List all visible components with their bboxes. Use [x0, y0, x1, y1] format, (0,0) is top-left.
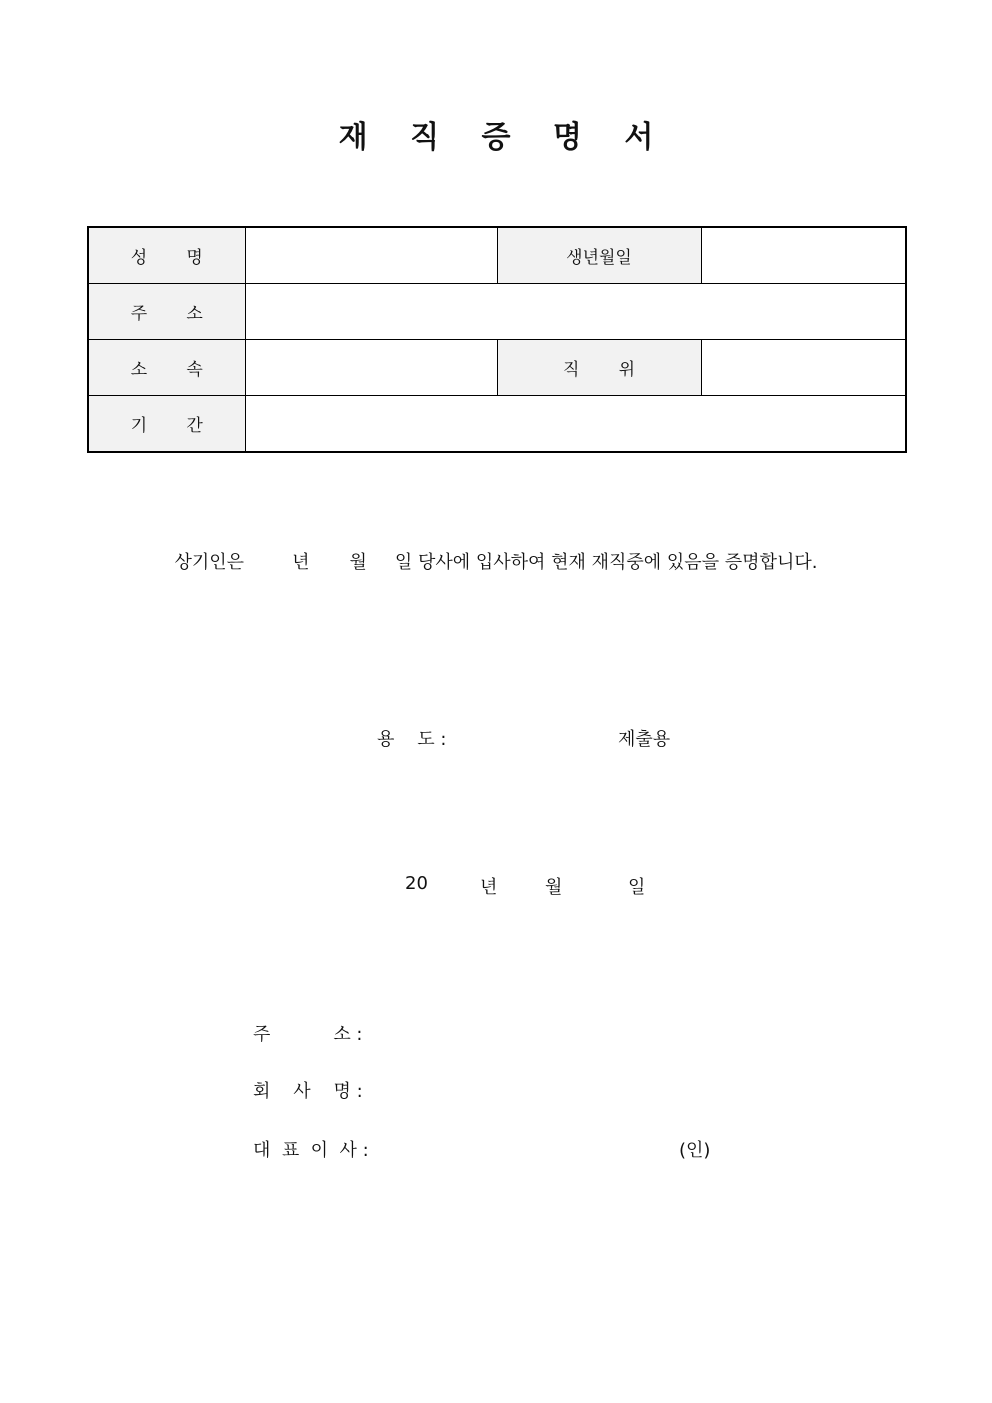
table-row — [88, 284, 906, 340]
employee-info-table — [87, 226, 907, 453]
purpose-label: 용 도 : — [377, 729, 447, 750]
period-label-cell — [88, 396, 245, 453]
issue-date-month: 월 — [545, 877, 563, 898]
name-label-char: 성 — [130, 248, 148, 268]
department-label-cell — [88, 340, 245, 396]
birth-value-cell[interactable] — [701, 227, 906, 284]
name-label-char: 명 — [186, 248, 203, 268]
address-label-cell — [88, 284, 245, 340]
position-label-char: 직 — [563, 360, 580, 380]
statement-part1: 상기인은 — [174, 552, 245, 573]
table-row — [88, 396, 906, 453]
birth-label-cell: 생년월일 — [497, 227, 701, 284]
company-ceo-label: 대 표 이 사 : — [253, 1140, 369, 1161]
department-value-cell[interactable] — [245, 340, 497, 396]
statement-day: 일 — [394, 552, 413, 573]
seal-mark: (인) — [679, 1140, 711, 1161]
document-title: 재 직 증 명 서 — [338, 120, 670, 155]
name-label-cell — [88, 227, 245, 284]
table-row — [88, 340, 906, 396]
position-value-cell[interactable] — [701, 340, 906, 396]
name-value-cell[interactable] — [245, 227, 497, 284]
issue-date-year: 년 — [480, 877, 498, 898]
issue-date-day: 일 — [628, 877, 646, 898]
statement-year: 년 — [292, 552, 310, 573]
address-label-char: 주 — [130, 304, 148, 324]
period-value-cell[interactable] — [245, 396, 906, 453]
issue-date-century: 20 — [405, 873, 428, 894]
period-label-char: 기 — [130, 416, 148, 436]
table-row — [88, 227, 906, 284]
position-label-char: 위 — [618, 360, 635, 380]
position-label-cell — [497, 340, 701, 396]
company-address-label: 주 소 : — [253, 1024, 363, 1045]
certification-statement — [0, 548, 992, 574]
statement-part2: 당사에 입사하여 현재 재직중에 있음을 증명합니다. — [417, 552, 818, 573]
company-name-label: 회 사 명 : — [253, 1081, 363, 1102]
department-label-char: 소 — [130, 360, 148, 380]
period-label-char: 간 — [186, 416, 203, 436]
department-label-char: 속 — [186, 360, 203, 380]
purpose-value: 제출용 — [618, 729, 671, 750]
address-label-char: 소 — [186, 304, 203, 324]
statement-month: 월 — [349, 552, 367, 573]
address-value-cell[interactable] — [245, 284, 906, 340]
